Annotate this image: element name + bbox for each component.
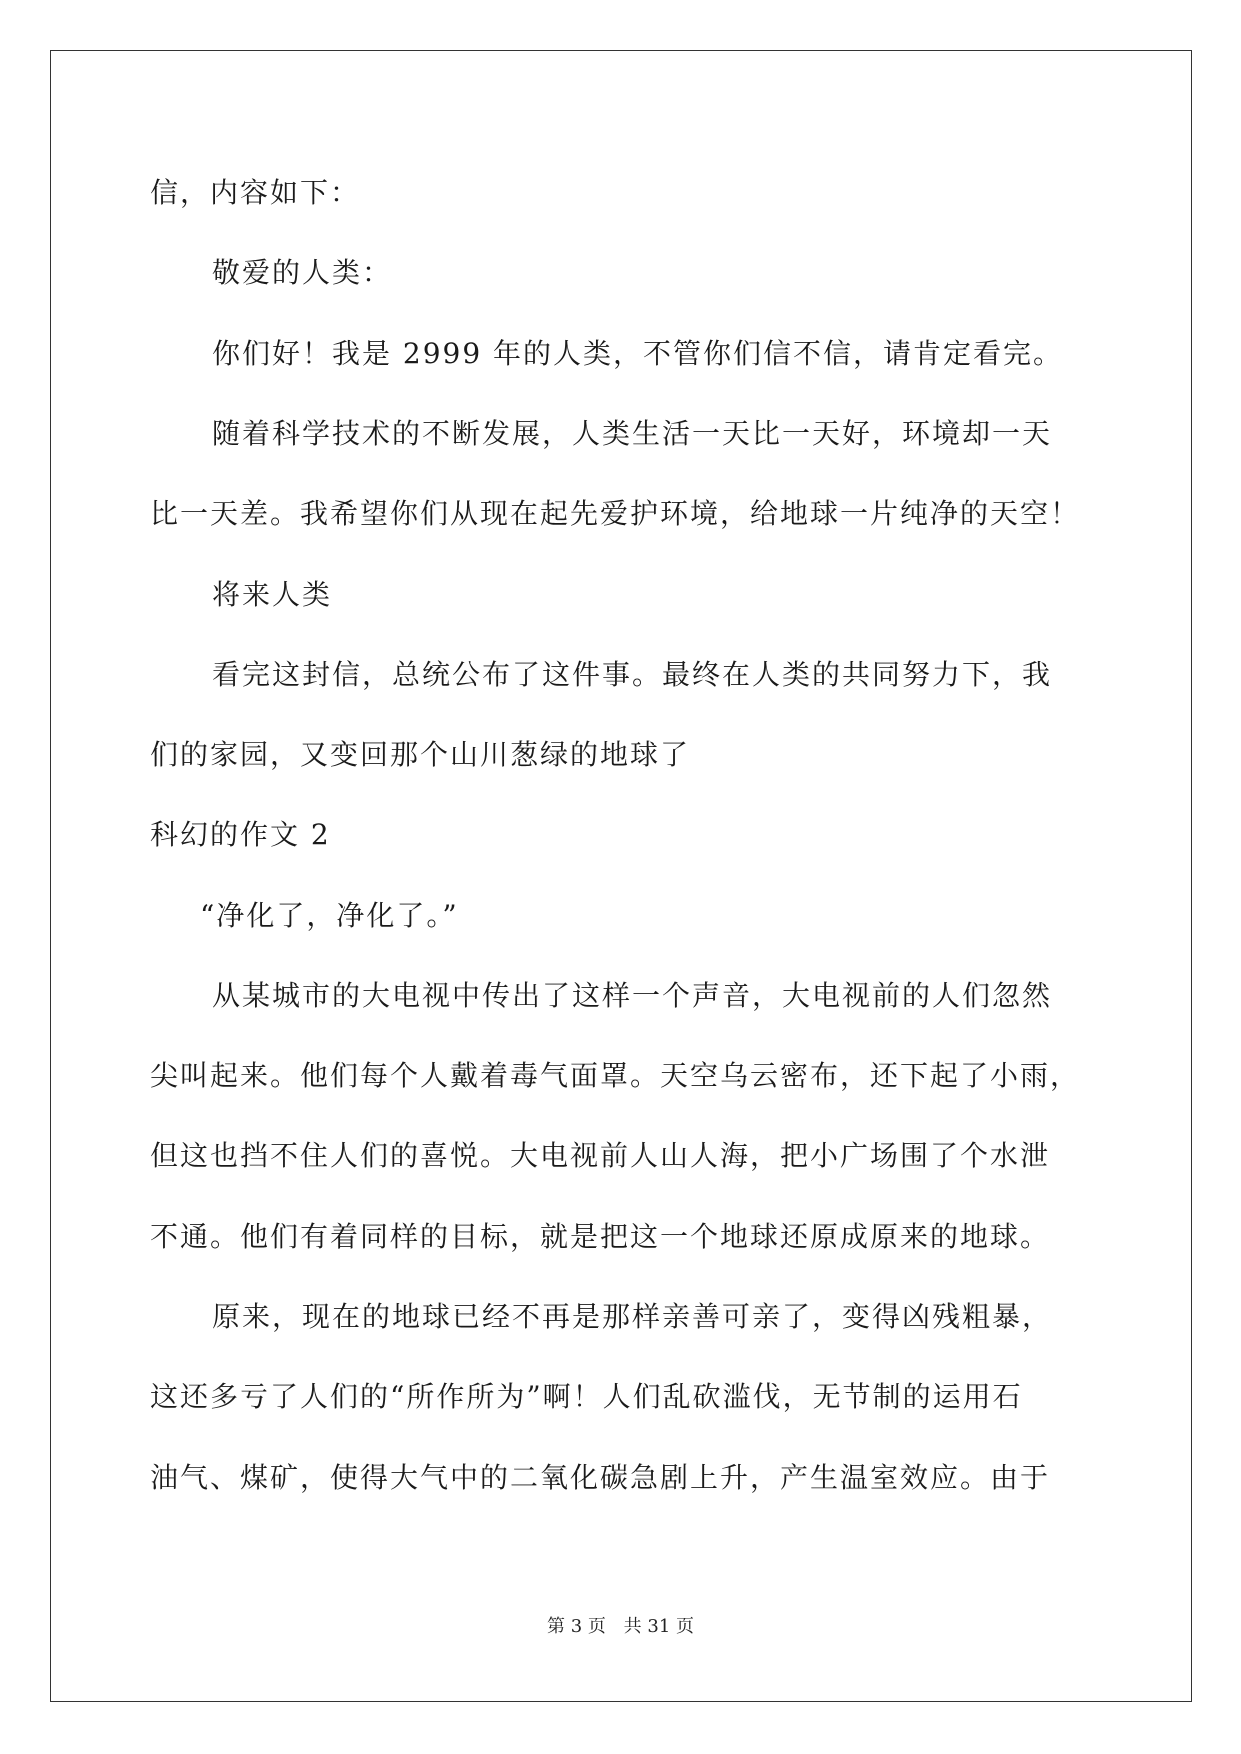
text-line: 随着科学技术的不断发展，人类生活一天比一天好，环境却一天 xyxy=(212,417,1053,450)
page-footer xyxy=(0,1615,1241,1639)
text-line: 尖叫起来。他们每个人戴着毒气面罩。天空乌云密布，还下起了小雨， xyxy=(150,1059,1081,1092)
text-line: 从某城市的大电视中传出了这样一个声音，大电视前的人们忽然 xyxy=(212,979,1053,1012)
letter-signature: 将来人类 xyxy=(212,578,333,611)
page-number: 第 3 页 xyxy=(547,1616,606,1637)
text-line: 们的家园，又变回那个山川葱绿的地球了 xyxy=(150,738,691,771)
text-line: 油气、煤矿，使得大气中的二氧化碳急剧上升，产生温室效应。由于 xyxy=(150,1461,1051,1494)
text-line: 比一天差。我希望你们从现在起先爱护环境，给地球一片纯净的天空！ xyxy=(150,497,1081,530)
page-total: 共 31 页 xyxy=(623,1616,694,1637)
text-line: 原来，现在的地球已经不再是那样亲善可亲了，变得凶残粗暴， xyxy=(212,1300,1053,1333)
text-line: 这还多亏了人们的“所作所为”啊！人们乱砍滥伐，无节制的运用石 xyxy=(150,1380,1023,1413)
section-heading: 科幻的作文 2 xyxy=(150,818,331,851)
text-line: 你们好！我是 2999 年的人类，不管你们信不信，请肯定看完。 xyxy=(212,337,1064,370)
text-line: “净化了，净化了。” xyxy=(200,899,459,932)
text-line: 不通。他们有着同样的目标，就是把这一个地球还原成原来的地球。 xyxy=(150,1220,1051,1253)
text-line: 看完这封信，总统公布了这件事。最终在人类的共同努力下，我 xyxy=(212,658,1053,691)
page-border xyxy=(50,50,1192,1702)
text-line: 但这也挡不住人们的喜悦。大电视前人山人海，把小广场围了个水泄 xyxy=(150,1139,1051,1172)
letter-salutation: 敬爱的人类： xyxy=(212,256,393,289)
text-line: 信，内容如下： xyxy=(150,176,361,209)
